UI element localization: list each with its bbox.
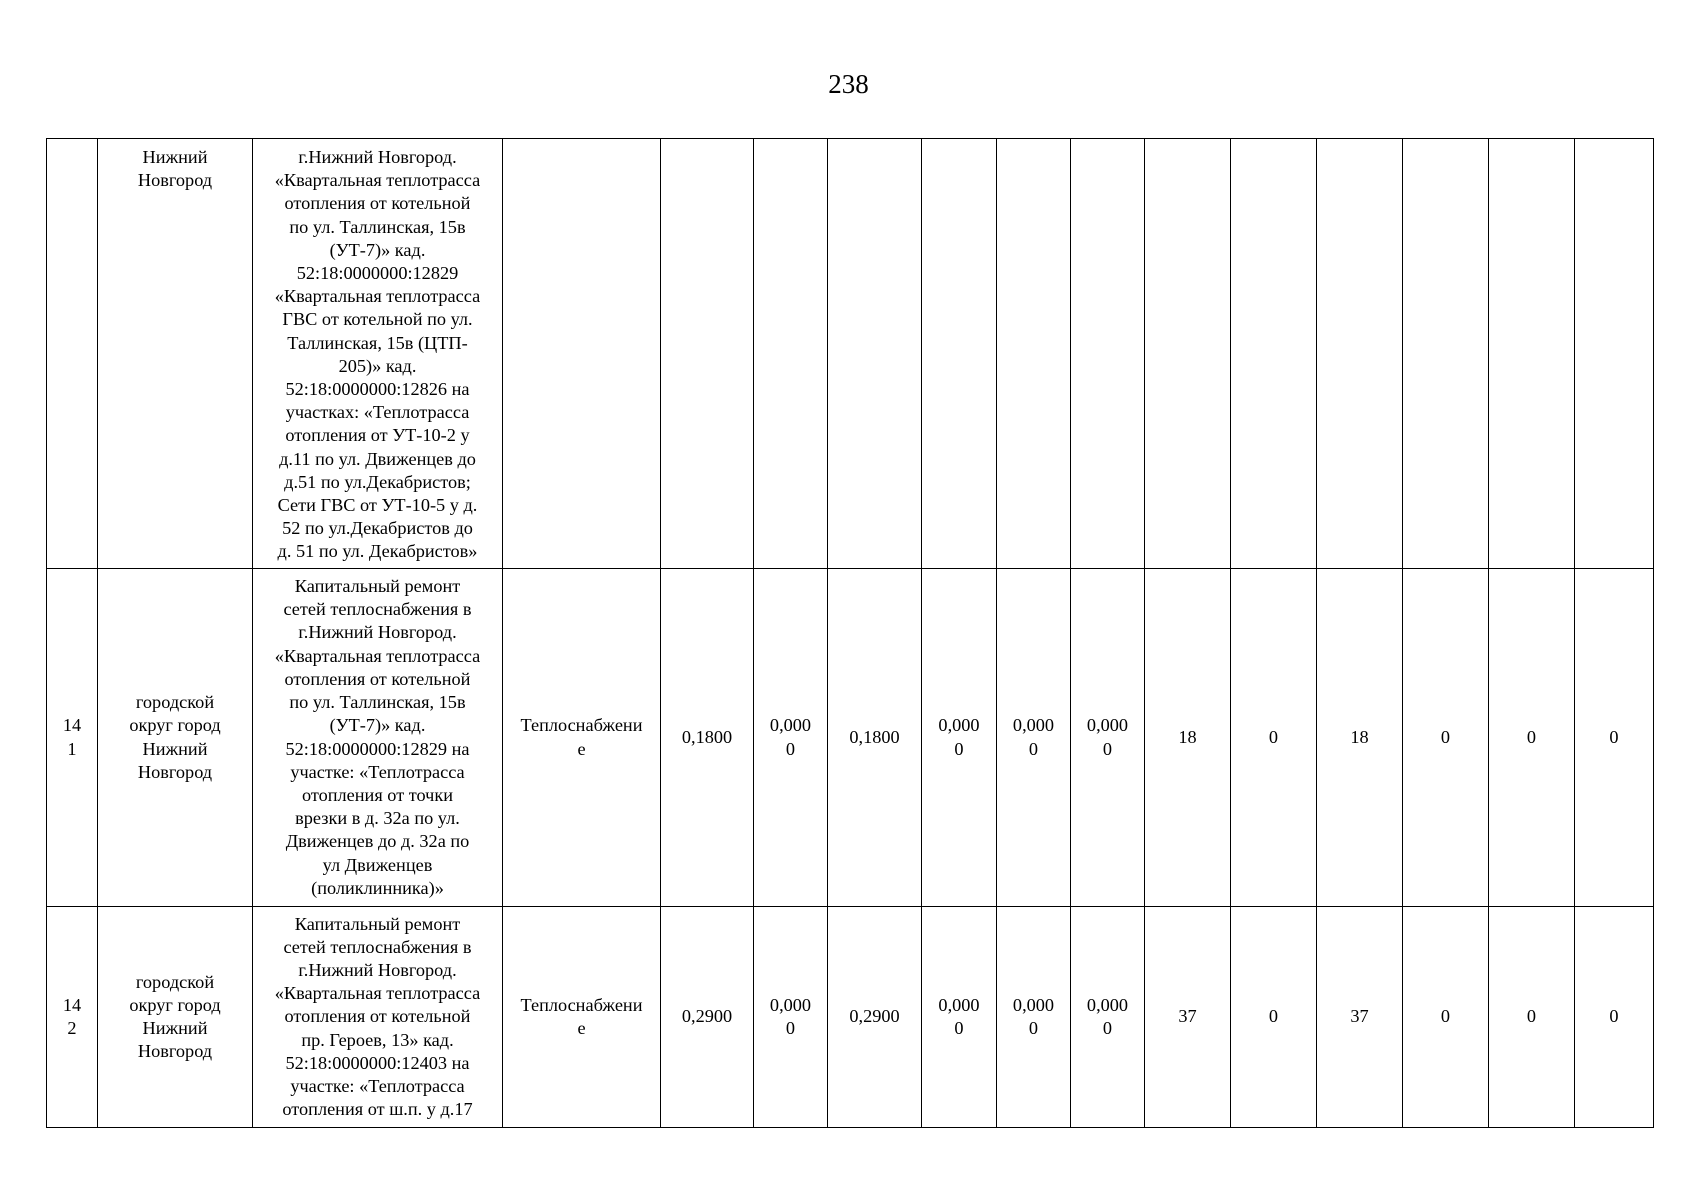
cell-value-9: [1317, 139, 1403, 569]
cell-municipality: Нижний Новгород: [98, 139, 253, 569]
cell-value-5: 0,000 0: [997, 569, 1071, 907]
cell-value-4: 0,000 0: [922, 907, 997, 1128]
cell-value-6: 0,000 0: [1071, 569, 1145, 907]
cell-value-1: 0,2900: [661, 907, 754, 1128]
cell-number: 14 2: [47, 907, 98, 1128]
cell-value-10: [1403, 139, 1489, 569]
cell-value-3: 0,1800: [828, 569, 922, 907]
cell-value-5: 0,000 0: [997, 907, 1071, 1128]
cell-value-12: 0: [1575, 569, 1654, 907]
cell-value-1: [661, 139, 754, 569]
cell-description: г.Нижний Новгород. «Квартальная теплотрасса отопления от котельной по ул. Таллинская, 15в (УТ-7)» кад. 52:18:0000000:12829 «Квартальная теплотрасса ГВС от котельной по ул. Таллинская, 15в (ЦТП- 205)» кад. 52:18:0000000:12826 на участках: «Теплотрасса отопления от УТ-10-2 у д.11 по ул. Движенцев до д.51 по ул.Декабристов; Сети ГВС от УТ-10-5 у д. 52 по ул.Декабристов до д. 51 по ул. Декабристов»: [253, 139, 503, 569]
cell-value-8: 0: [1231, 907, 1317, 1128]
cell-value-7: 37: [1145, 907, 1231, 1128]
cell-value-9: 37: [1317, 907, 1403, 1128]
cell-number: [47, 139, 98, 569]
cell-municipality: городской округ город Нижний Новгород: [98, 569, 253, 907]
cell-value-10: 0: [1403, 569, 1489, 907]
table-row: [47, 139, 1654, 569]
cell-value-8: 0: [1231, 569, 1317, 907]
page-number: 238: [828, 69, 869, 99]
cell-value-2: 0,000 0: [754, 907, 828, 1128]
cell-value-1: 0,1800: [661, 569, 754, 907]
cell-value-7: [1145, 139, 1231, 569]
cell-value-12: 0: [1575, 907, 1654, 1128]
data-table: [46, 138, 1654, 1128]
cell-description: Капитальный ремонт сетей теплоснабжения в г.Нижний Новгород. «Квартальная теплотрасса отопления от котельной по ул. Таллинская, 15в (УТ-7)» кад. 52:18:0000000:12829 на участке: «Теплотрасса отопления от точки врезки в д. 32а по ул. Движенцев до д. 32а по ул Движенцев (поликлинника)»: [253, 569, 503, 907]
cell-type: Теплоснабжени е: [503, 907, 661, 1128]
cell-number: 14 1: [47, 569, 98, 907]
cell-value-11: 0: [1489, 907, 1575, 1128]
cell-municipality: городской округ город Нижний Новгород: [98, 907, 253, 1128]
cell-value-10: 0: [1403, 907, 1489, 1128]
cell-value-8: [1231, 139, 1317, 569]
cell-type: [503, 139, 661, 569]
table-row: [47, 569, 1654, 907]
cell-value-4: 0,000 0: [922, 569, 997, 907]
cell-value-11: [1489, 139, 1575, 569]
cell-value-9: 18: [1317, 569, 1403, 907]
cell-value-2: 0,000 0: [754, 569, 828, 907]
table-row: [47, 907, 1654, 1128]
cell-value-6: [1071, 139, 1145, 569]
cell-value-7: 18: [1145, 569, 1231, 907]
cell-description: Капитальный ремонт сетей теплоснабжения в г.Нижний Новгород. «Квартальная теплотрасса отопления от котельной пр. Героев, 13» кад. 52:18:0000000:12403 на участке: «Теплотрасса отопления от ш.п. у д.17: [253, 907, 503, 1128]
cell-value-12: [1575, 139, 1654, 569]
cell-value-3: [828, 139, 922, 569]
cell-value-3: 0,2900: [828, 907, 922, 1128]
cell-value-5: [997, 139, 1071, 569]
cell-value-2: [754, 139, 828, 569]
cell-type: Теплоснабжени е: [503, 569, 661, 907]
cell-value-6: 0,000 0: [1071, 907, 1145, 1128]
cell-value-11: 0: [1489, 569, 1575, 907]
cell-value-4: [922, 139, 997, 569]
